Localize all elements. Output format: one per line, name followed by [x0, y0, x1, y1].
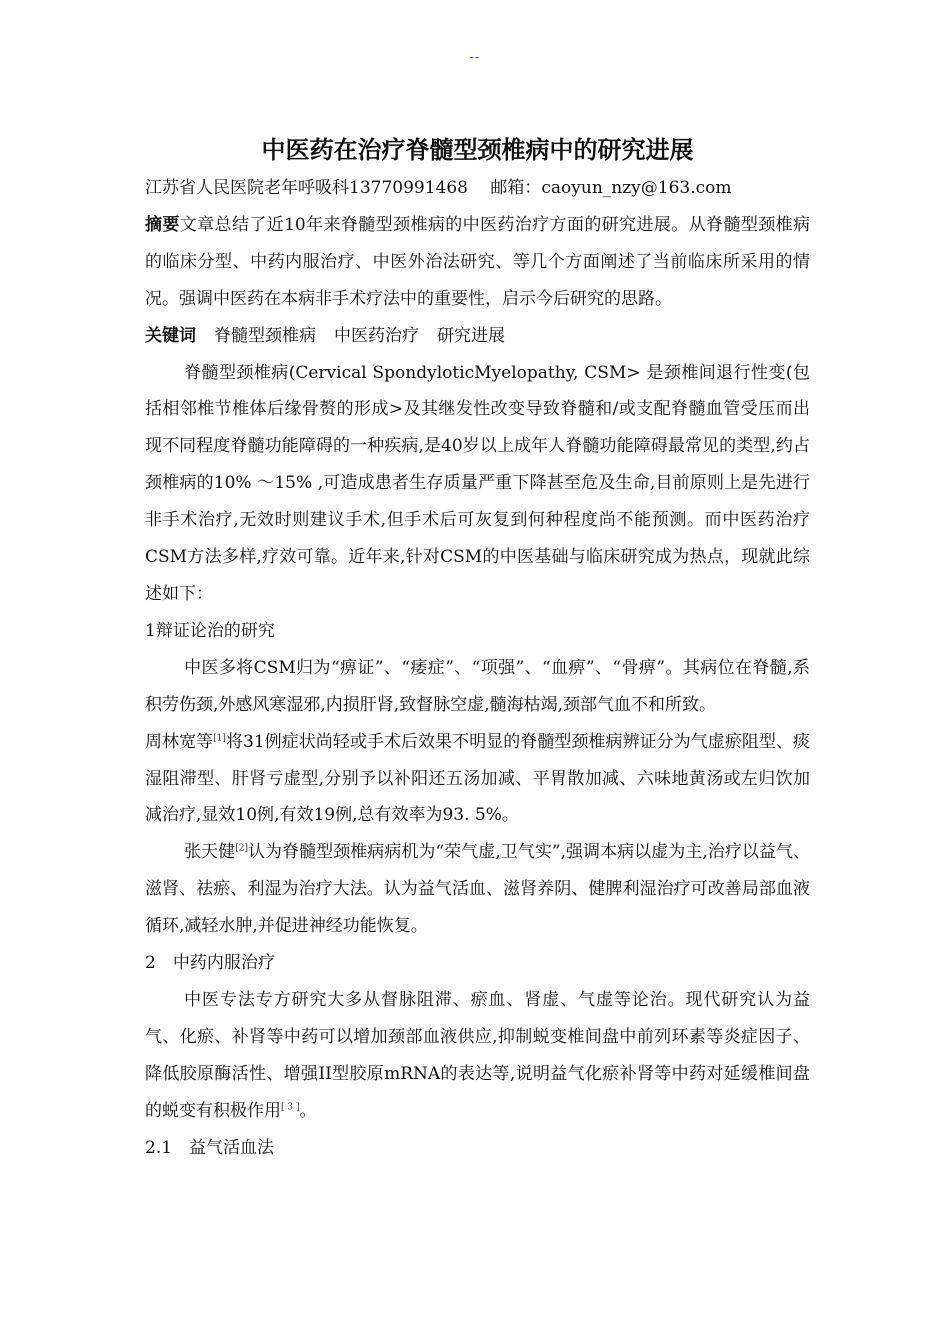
paragraph-text: 将31例症状尚轻或手术后效果不明显的脊髓型颈椎病辨证分为气虚瘀阻型、痰湿阻滞型、肝肾亏虚型,分别予以补阳还五汤加减、平胃散加减、六味地黄汤或左归饮加减治疗,显效10例,有效19例,总有效率为93. 5%。	[145, 731, 810, 826]
header-mark: --	[469, 50, 481, 64]
intro-paragraph: 脊髓型颈椎病(Cervical SpondyloticMyelopathy, CSM> 是颈椎间退行性变(包括相邻椎节椎体后缘骨赘的形成>及其继发性改变导致脊髓和/或支配脊髓血管受压而出现不同程度脊髓功能障碍的一种疾病,是40岁以上成年人脊髓功能障碍最常见的类型,约占颈椎病的10% ～15% ,可造成患者生存质量严重下降甚至危及生命,目前原则上是先进行非手术治疗,无效时则建议手术,但手术后可灰复到何种程度尚不能预测。而中医药治疗CSM方法多样,疗效可靠。近年来,针对CSM的中医基础与临床研究成为热点，现就此综述如下：	[145, 362, 810, 604]
section2-paragraph-1	[145, 982, 810, 1130]
abstract-label: 摘要	[145, 214, 180, 235]
section-heading-2: 2 中药内服治疗	[145, 953, 275, 974]
subsection-heading-2-1: 2.1 益气活血法	[145, 1137, 275, 1158]
citation-author: 周林宽等	[145, 731, 214, 752]
section1-paragraph-1: 中医多将CSM归为“痹证”、“痿症”、“项强”、“血痹”、“骨痹”。其病位在脊髓,系积劳伤颈,外感风寒湿邪,内损肝肾,致督脉空虚,髓海枯竭,颈部气血不和所致。	[145, 657, 810, 715]
citation-author: 张天健	[184, 842, 236, 863]
document-body	[145, 132, 810, 1166]
author-affiliation: 江苏省人民医院老年呼吸科13770991468 邮箱：caoyun_nzy@163.com	[145, 178, 732, 198]
keywords-label: 关键词	[145, 325, 196, 346]
keyword-item: 中医药治疗	[334, 325, 419, 346]
keyword-item: 研究进展	[437, 325, 505, 346]
section-heading-1: 1辩证论治的研究	[145, 620, 275, 641]
paragraph-text: 认为脊髓型颈椎病病机为“荣气虚,卫气实”,强调本病以虚为主,治疗以益气、滋肾、祛瘀、利湿为治疗大法。认为益气活血、滋肾养阴、健脾利湿治疗可改善局部血液循环,减轻水肿,并促进神经功能恢复。	[145, 842, 810, 937]
citation-ref: [1]	[213, 732, 226, 743]
citation-ref: [2]	[235, 843, 248, 854]
keywords	[145, 318, 810, 355]
section1-paragraph-3	[145, 834, 810, 945]
keyword-item: 脊髓型颈椎病	[214, 325, 316, 346]
abstract	[145, 207, 810, 318]
paragraph-text: 。	[299, 1100, 317, 1121]
abstract-text: 文章总结了近10年来脊髓型颈椎病的中医药治疗方面的研究进展。从脊髓型颈椎病的临床分型、中药内服治疗、中医外治法研究、等几个方面阐述了当前临床所采用的情况。强调中医药在本病非手术疗法中的重要性，启示今后研究的思路。	[145, 214, 810, 309]
paragraph-text: 中医专法专方研究大多从督脉阻滞、瘀血、肾虚、气虚等论治。现代研究认为益气、化瘀、补肾等中药可以增加颈部血液供应,抑制蜕变椎间盘中前列环素等炎症因子、降低胶原酶活性、增强II型胶原mRNA的表达等,说明益气化瘀补肾等中药对延缓椎间盘的蜕变有积极作用	[145, 989, 810, 1121]
citation-ref: [ 3 ]	[281, 1102, 300, 1112]
paper-title: 中医药在治疗脊髓型颈椎病中的研究进展	[261, 136, 694, 164]
section1-paragraph-2	[145, 724, 810, 835]
